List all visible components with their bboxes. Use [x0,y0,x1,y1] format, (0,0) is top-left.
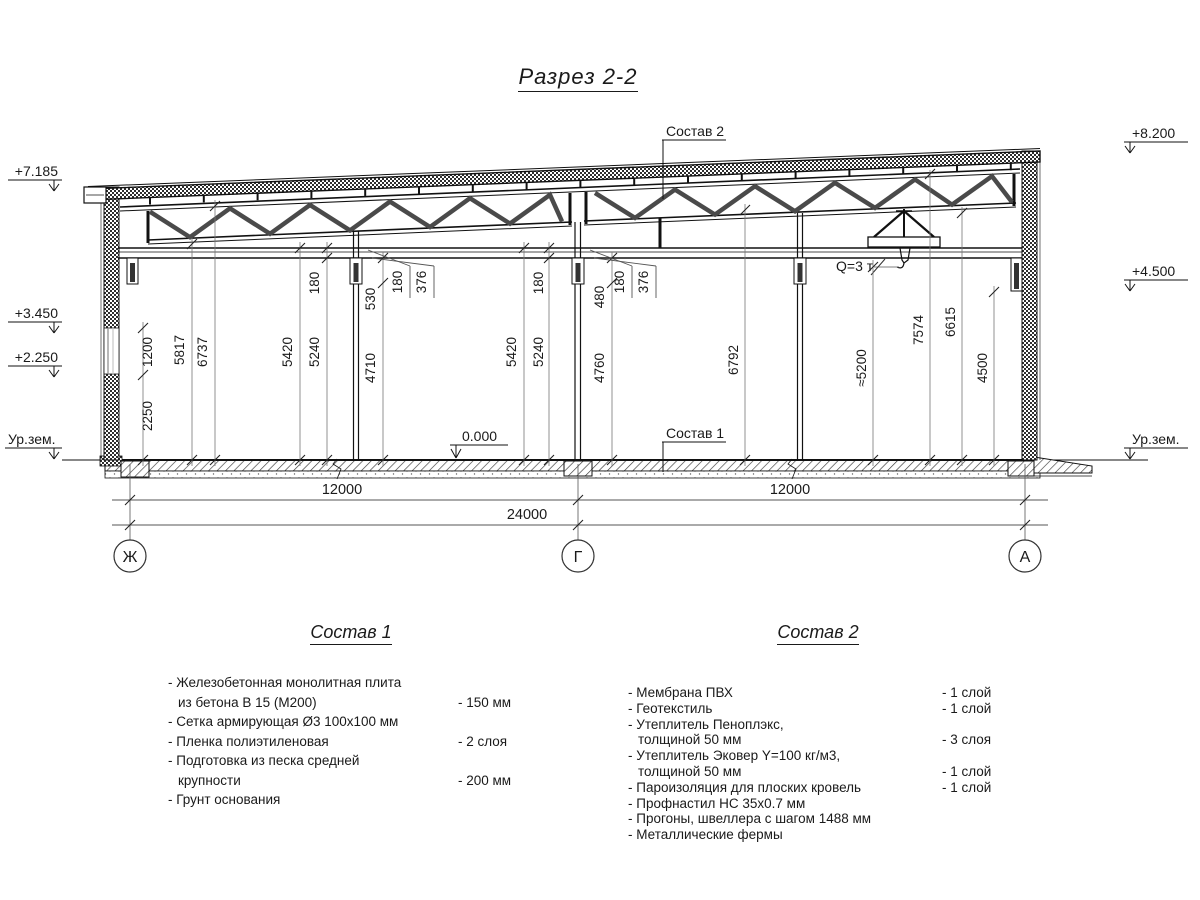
list-item: - Пароизоляция для плоских кровель - 1 слой [628,779,992,795]
list-item: - Пленка полиэтиленовая - 2 слоя [168,733,508,749]
elevation-arrow [1130,284,1135,291]
vdim: 7574 [911,314,926,346]
vdim: 5420 [280,336,295,368]
list-item: - Утеплитель Пеноплэкс, [628,716,784,732]
vdim: 6737 [195,336,210,368]
axis-bubbles [114,540,1041,572]
vdim: 4710 [363,352,378,384]
vdim: 480 [592,285,607,309]
list-item: толщиной 50 мм - 1 слой [638,763,992,779]
dim-span-2: 12000 [769,482,811,498]
crane-hook [900,248,904,263]
vdim: 6792 [726,344,741,376]
sostav2-list [628,622,1008,843]
elev-3450: +3.450 [14,305,58,321]
vdim: 4500 [975,352,990,384]
elevation-arrow [1130,452,1135,459]
vdim: 376 [414,270,429,294]
list-item: - Мембрана ПВХ - 1 слой [628,685,992,700]
list-item: - Профнастил НС 35х0.7 мм [628,795,806,811]
vdim: 5240 [531,336,546,368]
dim-total: 24000 [506,507,548,523]
vdim: 5240 [307,336,322,368]
list-item: - Утеплитель Эковер Y=100 кг/м3, [628,748,841,764]
elev-4500: +4.500 [1132,263,1176,279]
elevation-arrow [49,184,54,191]
entrance-ramp [1034,457,1092,473]
list-item: - Грунт основания [168,792,281,807]
elevation-arrow [1125,146,1130,153]
sostav2-title: Состав 2 [628,622,1008,643]
vdim: 180 [612,270,627,294]
list-item: из бетона В 15 (М200) - 150 мм [178,694,512,710]
vdim: 5817 [172,334,187,366]
vdim: 2250 [140,400,155,432]
elev-ground-right: Ур.зем. [1132,431,1180,447]
elevation-marks-right [1132,125,1180,447]
elevation-arrow [54,184,59,191]
columns [354,213,803,460]
axis-zh: Ж [122,549,138,566]
list-item: - Железобетонная монолитная плита [168,675,402,690]
ceiling-beam [118,248,1022,258]
vertical-dimension-texts [140,271,990,431]
list-item: - Сетка армирующая Ø3 100х100 мм [168,714,399,729]
vdim: 5420 [504,336,519,368]
elev-7185: +7.185 [14,163,58,179]
svg-text:Состав 1: Состав 1 [666,425,725,441]
list-item: - Прогоны, швеллера с шагом 1488 мм [628,811,872,827]
list-item: - Металлические фермы [628,827,783,843]
elev-ground-left: Ур.зем. [8,431,56,447]
vdim: 180 [390,270,405,294]
elevation-arrow [54,452,59,459]
vdim: 1200 [140,336,155,368]
dim-span-1: 12000 [321,482,363,498]
list-item: толщиной 50 мм - 3 слоя [638,732,992,748]
vdim: 530 [363,287,378,311]
vdim: 4760 [592,352,607,384]
zero-level-mark [450,428,508,458]
elevation-arrow [54,370,59,377]
elevation-arrow [1130,146,1135,153]
elevation-arrow [49,326,54,333]
crane-capacity-label: Q=3 т [836,258,874,274]
page-title: Разрез 2-2 [478,64,678,90]
axis-a: А [1019,549,1031,566]
vdim: 376 [636,270,651,294]
vdim: 180 [531,271,546,295]
elevation-arrow [49,370,54,377]
elevation-marks-left [8,163,58,447]
svg-text:0.000: 0.000 [462,428,498,444]
vdim: 180 [307,271,322,295]
dim-leader [372,258,434,266]
svg-text:Состав 2: Состав 2 [666,123,725,139]
left-wall [101,187,119,460]
left-wall-window [104,328,119,374]
elevation-arrow [49,452,54,459]
right-wall [1022,151,1040,460]
elevation-arrow [1125,284,1130,291]
elevation-arrow [1125,452,1130,459]
axis-g: Г [573,549,583,566]
vdim: ≈5200 [854,349,869,387]
elev-8200: +8.200 [1132,125,1176,141]
list-item: - Геотекстиль - 1 слой [628,700,992,716]
sostav1-title: Состав 1 [168,622,534,643]
dim-leader [594,258,656,266]
list-item: - Подготовка из песка средней [168,753,360,768]
vdim: 6615 [943,306,958,338]
list-item: крупности - 200 мм [178,772,512,788]
hoist [868,209,940,275]
elev-2250: +2.250 [14,349,58,365]
elevation-arrow [54,326,59,333]
sostav1-list [168,622,534,810]
